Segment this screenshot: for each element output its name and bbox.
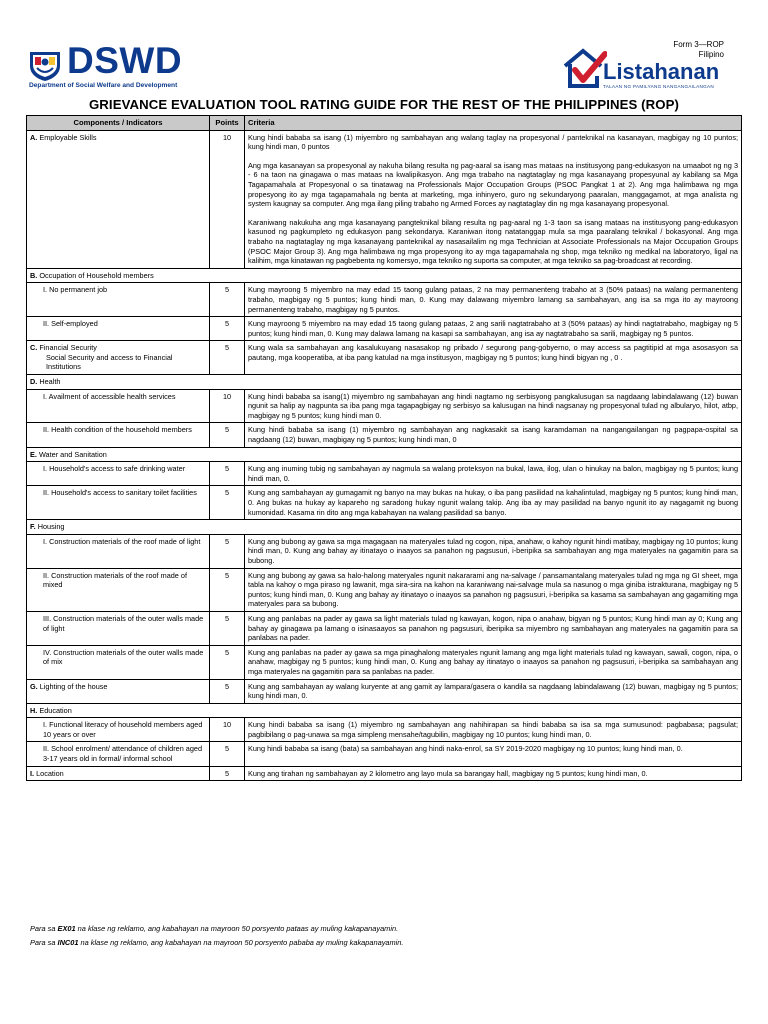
page-header xyxy=(0,0,768,100)
points-cell: 5 xyxy=(210,645,245,679)
component-label: Lighting of the house xyxy=(39,681,108,691)
criteria-paragraph: Kung ang sambahayan ay gumagamit ng banyo na may bukas na hukay, o iba pang pasilidad na kahalintulad, magbigay ng 5 puntos; kung hindi man, 0. Ang bukas na hukay ay kapareho ng saradong hukay ngunit walang takip. Ang iba ay may pasilidad na banyo ngunit ito ay nagagamit ng buong kumonidad. Kasama rin dito ang mga kabahayan na walang pasilidad sa banyo. xyxy=(248,488,738,517)
table-row xyxy=(27,742,742,766)
section-row xyxy=(27,268,742,283)
points-cell: 10 xyxy=(210,130,245,268)
table-body xyxy=(27,130,742,781)
table-row xyxy=(27,611,742,645)
component-label: Housing xyxy=(37,522,65,532)
component-cell xyxy=(27,611,210,645)
criteria-cell xyxy=(245,317,742,341)
component-letter: I. xyxy=(30,768,35,778)
component-cell xyxy=(27,718,210,742)
criteria-paragraph: Kung ang bubong ay gawa sa halo-halong materyales ngunit nakararami ang na-salvage / pansamantalang materyales tulad ng mga ng GI sheet, mga tabla na kahoy o mga piraso ng lawanit, mga sira-sira na kahon na karaniwang nai-salvage mula sa nasunog o mga giniba istrakturana, magbigay ng 5 puntos; kung hindi man, 0. Kung ang bahay ay itinatayo o inaayos sa panahon ng pagsusuri, i-beripika sa kasama sa sambahayan ang gagamiting mga materyales para sa bubong. xyxy=(248,570,738,609)
component-cell xyxy=(27,447,742,462)
form-code: Form 3—ROP xyxy=(673,40,724,49)
table-row xyxy=(27,486,742,520)
component-letter: H. xyxy=(30,705,38,715)
rating-guide-table xyxy=(26,115,742,781)
component-cell xyxy=(27,423,210,447)
criteria-paragraph: Karaniwang nakukuha ang mga kasanayang pangteknikal bilang resulta ng pag-aaral ng 1-3 taon sa isang mataas na institusyong pang-edukasyon kasunod ng pagkumpleto ng edukasyon pang sekondarya. Karaniwan itong natatanggap mula sa mga paaralang teknikal / bokasyonal. Ang mga trabaho na nagtataglay ng mga kasanayang panteknikal ay nasasailalim ng mga Technician at Associate Professionals na Major Occupation Groups (PSOC Major Group 3). Ang mga halimbawa ng mga propesyong ito ay mga tagapamahala ng shop, mga tekniko ng medikal na laboratoryo, ligal na kalihim, mga kinatawan ng pagbebenta ng komersyo, mga tekniko ng suporta sa computer, at mga tekniko sa pag-broadcast at recording. xyxy=(248,217,738,266)
table-row xyxy=(27,534,742,568)
component-label: I. Construction materials of the roof made of light xyxy=(43,536,201,546)
criteria-cell xyxy=(245,486,742,520)
component-letter: F. xyxy=(30,522,36,532)
criteria-paragraph: Kung hindi bababa sa isang(1) miyembro ng sambahayan ang hindi nagtamo ng serbisyong pangkalusugan sa nagdaang labindalawang (12) buwan ngunit sa halip ay nagpunta sa iba pang mga tagapagbigay ng serbisyo sa kalusugan na hindi nagsanay ng propesyonal tulad ng albularyo, hilot, atbp, magbigay ng 5 puntos; kung hindi man 0. xyxy=(248,391,738,420)
table-row xyxy=(27,462,742,486)
points-cell: 5 xyxy=(210,679,245,703)
criteria-paragraph: Ang mga kasanayan sa propesyonal ay nakuha bilang resulta ng pag-aaral sa isang mas mataas na institusyong pang-edukasyon na umaabot ng ng 3 - 6 na taon na ginagawa o mas mataas na kwalipikasyon. Ang mga trabaho na nagtataglay ng mga kasanayang propesyunal ay kabilang sa Mga Tagapamahala at Propesyonal o sa tinatawag na Professionals Major Occupation Groups (PSOC Pangkat 1 at 2). Ang mga halimbawa ng mga propesyong ito ay mga tagapamahala ng benta at marketing, mga inhinyero, guro ng sekundaryong paaralan, manggagamot, at mga analista ng system kaugnay sa computer. Ang mga ilang piling trabaho ng Armed Forces ay nagtataglay din ng mga kasanayang propesyonal. xyxy=(248,160,738,209)
component-label: IV. Construction materials of the outer walls made of mix xyxy=(43,647,204,667)
criteria-cell xyxy=(245,283,742,317)
component-cell xyxy=(27,679,210,703)
criteria-cell xyxy=(245,611,742,645)
footnotes xyxy=(30,922,403,950)
points-cell: 5 xyxy=(210,568,245,611)
table-row xyxy=(27,130,742,268)
criteria-cell xyxy=(245,679,742,703)
criteria-paragraph: Kung hindi bababa sa isang (1) miyembro ng sambahayan ang walang taglay na propesyonal / panteknikal na kasanayan, magbigay ng 10 puntos; kung hindi man, 0 puntos xyxy=(248,132,738,152)
component-label: I. Functional literacy of household members aged 10 years or over xyxy=(43,720,203,739)
component-cell xyxy=(27,375,742,390)
criteria-paragraph: Kung hindi bababa sa isang (1) miyembro ng sambahayan ang nagkasakit sa isang karamdaman na nangangailangan ng pagpapa-ospital sa nagdaang (12) buwan, magbigay ng 5 puntos; kung hindi man, 0 xyxy=(248,425,738,445)
points-cell: 5 xyxy=(210,486,245,520)
component-sublabel: Social Security and access to Financial Institutions xyxy=(46,352,173,372)
component-label: Location xyxy=(36,768,64,778)
criteria-paragraph: Kung ang panlabas na pader ay gawa sa light materials tulad ng kawayan, kogon, nipa o anahaw, bigyan ng 5 puntos; Kung hindi man ay 0; Kung ang bahay ay ginagawa pa lamang o isinasaayos sa panahon ng pagsusuri, iberipika sa miyembro ng sambahayan ang materyales na gagamitin para sa panlabas na pader. xyxy=(248,613,738,643)
table-row xyxy=(27,283,742,317)
component-cell xyxy=(27,568,210,611)
points-cell: 10 xyxy=(210,389,245,423)
criteria-cell xyxy=(245,645,742,679)
criteria-paragraph: Kung hindi bababa sa isang (1) miyembro ng sambahayan ang nahihirapan sa hindi bababa sa isa sa mga sumusunod: pagbabasa; pagsulat; pagbibilang o pag-unawa sa mga simpleng mensahe/tagubilin, magbigay ng 10 puntos; kung hindi man, 0. xyxy=(248,720,738,739)
section-row xyxy=(27,703,742,718)
component-cell xyxy=(27,645,210,679)
component-label: II. Construction materials of the roof made of mixed xyxy=(43,570,187,590)
table-row xyxy=(27,766,742,781)
component-label: I. No permanent job xyxy=(43,285,108,295)
header-points: Points xyxy=(210,116,245,131)
criteria-paragraph: Kung hindi bababa sa isang (bata) sa sambahayan ang hindi naka-enrol, sa SY 2019-2020 magbigay ng 10 puntos; kung hindi man, 0. xyxy=(248,744,683,754)
component-label: I. Availment of accessible health services xyxy=(43,391,176,401)
listahanan-tagline: TALAAN NG PAMILYANG NANGANGAILANGAN xyxy=(603,84,714,89)
points-cell: 5 xyxy=(210,534,245,568)
component-letter: E. xyxy=(30,449,37,459)
component-cell xyxy=(27,486,210,520)
criteria-cell xyxy=(245,766,742,781)
table-row xyxy=(27,423,742,447)
component-label: III. Construction materials of the outer walls made of light xyxy=(43,613,204,633)
table-row xyxy=(27,341,742,375)
dswd-emblem-icon xyxy=(27,50,63,82)
table-row xyxy=(27,568,742,611)
table-row xyxy=(27,679,742,703)
points-cell: 5 xyxy=(210,317,245,341)
points-cell: 10 xyxy=(210,718,245,742)
table-row xyxy=(27,389,742,423)
component-cell xyxy=(27,389,210,423)
criteria-cell xyxy=(245,389,742,423)
points-cell: 5 xyxy=(210,462,245,486)
component-label: Education xyxy=(39,705,72,715)
header-components: Components / Indicators xyxy=(27,116,210,131)
component-cell xyxy=(27,341,210,375)
component-cell xyxy=(27,283,210,317)
component-label: II. Health condition of the household members xyxy=(43,425,192,435)
criteria-cell xyxy=(245,718,742,742)
component-label: II. School enrolment/ attendance of children aged 3-17 years old in formal/ informal school xyxy=(43,744,203,764)
table-row xyxy=(27,718,742,742)
table-row xyxy=(27,317,742,341)
criteria-cell xyxy=(245,742,742,766)
component-cell xyxy=(27,520,742,535)
component-cell xyxy=(27,317,210,341)
table-header-row xyxy=(27,116,742,131)
listahanan-house-check-icon xyxy=(563,48,607,90)
component-label: Employable Skills xyxy=(39,132,97,142)
component-letter: A. xyxy=(30,132,38,142)
criteria-cell xyxy=(245,130,742,268)
footnote-inc01: Para sa INC01 na klase ng reklamo, ang kabahayan na mayroon 50 porsyento pababa ay muling kakapanayamin. xyxy=(30,938,404,947)
component-letter: B. xyxy=(30,270,38,280)
criteria-paragraph: Kung wala sa sambahayan ang kasalukuyang nasasakop ng pribado / segurong pang-gobyerno, o may access sa pagtitipid at mga asosasyon sa pautang, mga kooperatiba, at iba pang katulad na mga institusyon, magbigay ng 5 puntos; kung hindi bigyan ng , 0 . xyxy=(248,343,738,362)
criteria-paragraph: Kung mayroong 5 miyembro na may edad 15 taong gulang pataas, 2 ang sarili nagtatrabaho at 3 (50% pataas) ay hindi nagtatrabaho, magbigay ng 5 puntos; kung hindi man, 0. Kung may dalawa lamang na kasapi sa sambahayan, ang isa ay nagtatrabaho sa sarili, magbigay ng 5 puntos. xyxy=(248,319,738,338)
component-label: II. Self-employed xyxy=(43,319,98,329)
component-label: Health xyxy=(39,377,61,387)
criteria-cell xyxy=(245,462,742,486)
component-label: II. Household's access to sanitary toilet facilities xyxy=(43,488,197,498)
component-letter: G. xyxy=(30,681,38,691)
component-cell xyxy=(27,462,210,486)
component-cell xyxy=(27,268,742,283)
component-cell xyxy=(27,534,210,568)
points-cell: 5 xyxy=(210,766,245,781)
component-cell xyxy=(27,703,742,718)
form-language: Filipino xyxy=(698,50,724,59)
section-row xyxy=(27,375,742,390)
points-cell: 5 xyxy=(210,283,245,317)
points-cell: 5 xyxy=(210,423,245,447)
criteria-paragraph: Kung ang bubong ay gawa sa mga magagaan na materyales tulad ng cogon, nipa, anahaw, o kahoy ngunit hindi matibay, magbigay ng 10 puntos; kung hindi man, 0. Kung ang bahay ay itinatayo o inaayos sa panahon ng pagsusuri, i-beripika sa sambahayan ang mga materyales na gagamitin para sa bubong. xyxy=(248,536,738,565)
points-cell: 5 xyxy=(210,341,245,375)
component-label: Water and Sanitation xyxy=(38,449,107,459)
document-title: GRIEVANCE EVALUATION TOOL RATING GUIDE FOR THE REST OF THE PHILIPPINES (ROP) xyxy=(88,97,680,112)
listahanan-wordmark: Listahanan xyxy=(603,59,720,84)
component-cell xyxy=(27,130,210,268)
criteria-paragraph: Kung mayroong 5 miyembro na may edad 15 taong gulang pataas, 2 na may permanenteng trabaho at 3 (50% pataas) na walang permanenteng trabaho, magbigay ng 5 puntos; kung hindi man, 0. Kung may dalawang miyembro lamang sa sambahayan, ang isa sa mga ito ay mayroong permanenteng trabaho, magbigay ng 5 puntos. xyxy=(248,285,738,314)
dswd-wordmark: DSWD xyxy=(67,40,183,81)
footnote-ex01: Para sa EX01 na klase ng reklamo, ang kabahayan na mayroon 50 porsyento pataas ay muling kakapanayamin. xyxy=(30,924,399,933)
component-letter: C. xyxy=(30,343,38,353)
component-cell xyxy=(27,742,210,766)
points-cell: 5 xyxy=(210,742,245,766)
component-cell xyxy=(27,766,210,781)
component-letter: D. xyxy=(30,377,38,387)
criteria-cell xyxy=(245,341,742,375)
section-row xyxy=(27,520,742,535)
header-criteria: Criteria xyxy=(245,116,742,131)
section-row xyxy=(27,447,742,462)
listahanan-logo xyxy=(563,46,743,92)
criteria-cell xyxy=(245,534,742,568)
criteria-cell xyxy=(245,423,742,447)
criteria-paragraph: Kung ang inuming tubig ng sambahayan ay nagmula sa walang proteksyon na bukal, lawa, ilog, ulan o hinukay na balon, magbigay ng 5 puntos; kung hindi man, 0. xyxy=(248,464,738,483)
component-label: Financial Security xyxy=(39,343,97,353)
criteria-paragraph: Kung ang panlabas na pader ay gawa sa mga pinaghalong materyales ngunit lamang ang mga light materials tulad ng kawayan, sawali, cogon, nipa, o anahaw, magbigay ng 5 puntos; kung hindi man, 0. Kung ang bahay ay itinatayo o inaayos sa panahon ng pagsusuri, i-beripika sa sambahayan ang mga materyales na gagamitin para sa panlabas na pader. xyxy=(248,647,738,676)
criteria-cell xyxy=(245,568,742,611)
criteria-paragraph: Kung ang sambahayan ay walang kuryente at ang gamit ay lampara/gasera o kandila sa nagdaang labindalawang (12) buwan, magbigay ng 5 puntos; kung hindi man, 0. xyxy=(248,681,738,701)
points-cell: 5 xyxy=(210,611,245,645)
criteria-paragraph: Kung ang tirahan ng sambahayan ay 2 kilometro ang layo mula sa barangay hall, magbigay ng 5 puntos; kung hindi man, 0. xyxy=(248,768,648,778)
dswd-logo xyxy=(27,40,227,92)
table-row xyxy=(27,645,742,679)
component-label: Occupation of Household members xyxy=(39,270,154,280)
dswd-subtitle: Department of Social Welfare and Development xyxy=(29,82,178,89)
component-label: I. Household's access to safe drinking water xyxy=(43,464,186,474)
